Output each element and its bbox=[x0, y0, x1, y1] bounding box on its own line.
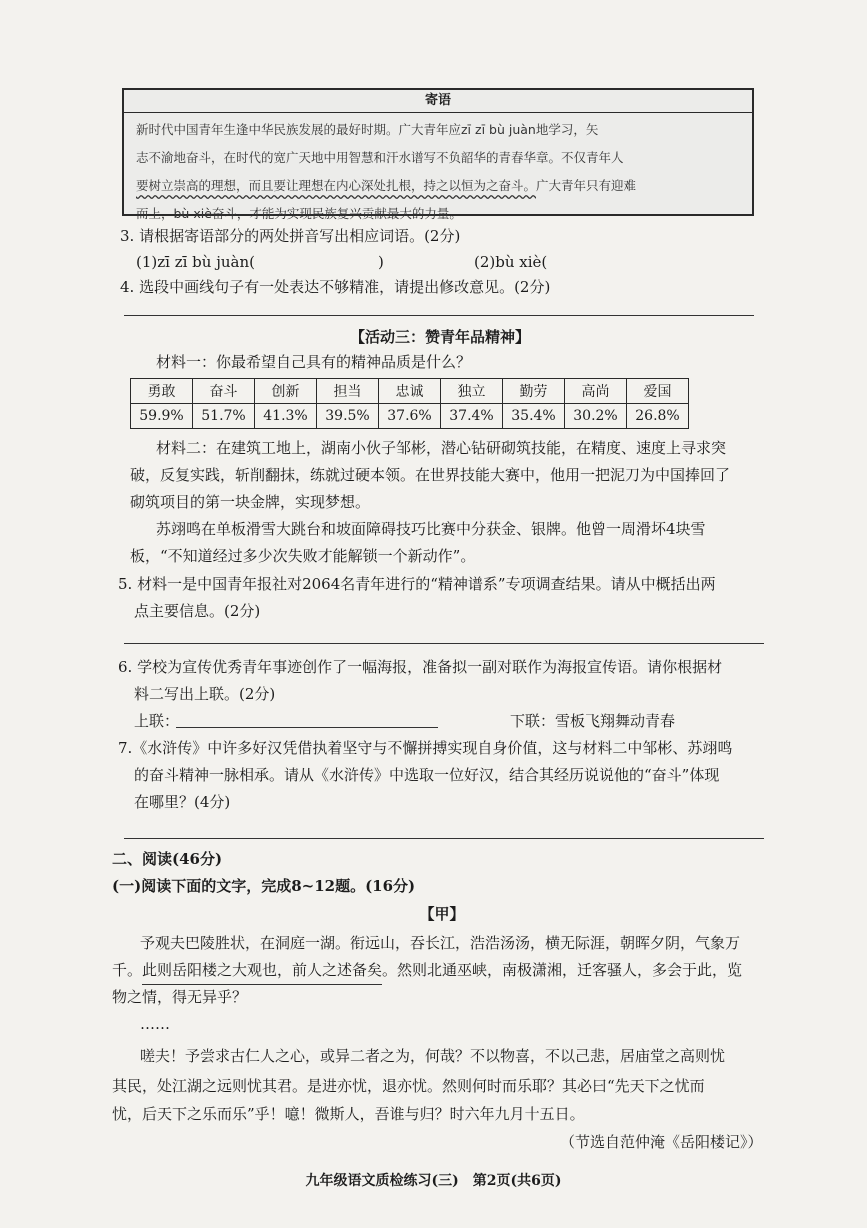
answer-line-q4 bbox=[124, 315, 754, 316]
table-row bbox=[131, 379, 689, 404]
answer-line-q5 bbox=[124, 643, 764, 644]
table-cell: 41.3% bbox=[255, 404, 317, 429]
table-header: 勇敢 bbox=[131, 379, 193, 404]
table-cell: 51.7% bbox=[193, 404, 255, 429]
passage-line-5: 其民，处江湖之远则忧其君。是进亦忧，退亦忧。然则何时而乐耶？其必曰“先天下之忧而 bbox=[112, 1077, 705, 1095]
answer-line-q7 bbox=[124, 838, 764, 839]
message-line-4: 而上，bù xiè奋斗，才能为实现民族复兴贡献最大的力量。 bbox=[136, 206, 462, 221]
material-2-line-2: 破，反复实践，斩削翻抹，练就过硬本领。在世界技能大赛中，他用一把泥刀为中国捧回了 bbox=[130, 466, 731, 484]
question-7-line-1: 7.《水浒传》中许多好汉凭借执着坚守与不懈拼搏实现自身价值，这与材料二中邹彬、苏翊鸣 bbox=[118, 739, 733, 757]
table-cell: 30.2% bbox=[565, 404, 627, 429]
table-cell: 35.4% bbox=[503, 404, 565, 429]
material-2-line-1: 材料二：在建筑工地上，湖南小伙子邹彬，潜心钻研砌筑技能，在精度、速度上寻求突 bbox=[156, 439, 727, 457]
activity-3-title: 【活动三：赞青年品精神】 bbox=[349, 328, 530, 346]
material-2-line-3: 砌筑项目的第一块金牌，实现梦想。 bbox=[130, 493, 371, 511]
question-4: 4. 选段中画线句子有一处表达不够精准，请提出修改意见。(2分) bbox=[120, 278, 551, 296]
table-header: 独立 bbox=[441, 379, 503, 404]
upper-couplet-answer-line bbox=[176, 727, 438, 728]
question-6-line-2: 料二写出上联。(2分) bbox=[134, 685, 276, 703]
table-header: 爱国 bbox=[627, 379, 689, 404]
passage-line-2: 千。此则岳阳楼之大观也，前人之述备矣。然则北通巫峡，南极潇湘，迁客骚人，多会于此，览 bbox=[112, 956, 742, 985]
message-line-3: 要树立崇高的理想，而且要让理想在内心深处扎根，持之以恒为之奋斗。广大青年只有迎难 bbox=[136, 178, 637, 193]
table-cell: 39.5% bbox=[317, 404, 379, 429]
page-footer: 九年级语文质检练习(三) 第2页(共6页) bbox=[305, 1173, 562, 1189]
table-cell: 37.4% bbox=[441, 404, 503, 429]
underlined-sentence: 此则岳阳楼之大观也，前人之述备矣 bbox=[142, 956, 382, 985]
passage-line-6: 忧，后天下之乐而乐”乎！噫！微斯人，吾谁与归？时六年九月十五日。 bbox=[112, 1105, 585, 1123]
underlined-sentence: 要树立崇高的理想，而且要让理想在内心深处扎根，持之以恒为之奋斗。 bbox=[136, 178, 537, 193]
table-header: 担当 bbox=[317, 379, 379, 404]
table-cell: 37.6% bbox=[379, 404, 441, 429]
question-6-line-1: 6. 学校为宣传优秀青年事迹创作了一幅海报，准备拟一副对联作为海报宣传语。请你根据材 bbox=[118, 658, 723, 676]
question-5-line-2: 点主要信息。(2分) bbox=[134, 602, 261, 620]
table-row bbox=[131, 404, 689, 429]
question-3: 3. 请根据寄语部分的两处拼音写出相应词语。(2分) bbox=[120, 227, 461, 245]
table-header: 高尚 bbox=[565, 379, 627, 404]
question-3-part-1: (1)zī zī bù juàn( bbox=[136, 253, 255, 271]
question-3-part-2: (2)bù xiè( bbox=[474, 253, 548, 271]
table-header: 忠诚 bbox=[379, 379, 441, 404]
section-2-title: 二、阅读(46分) bbox=[112, 850, 223, 868]
material-2-line-5: 板，“不知道经过多少次失败才能解锁一个新动作”。 bbox=[130, 547, 476, 565]
question-5-line-1: 5. 材料一是中国青年报社对2064名青年进行的“精神谱系”专项调查结果。请从中概括出两 bbox=[118, 575, 716, 593]
material-1: 材料一：你最希望自己具有的精神品质是什么？ bbox=[156, 353, 472, 371]
passage-ellipsis: …… bbox=[140, 1015, 170, 1033]
table-cell: 59.9% bbox=[131, 404, 193, 429]
survey-table bbox=[130, 378, 689, 429]
message-line-1: 新时代中国青年生逢中华民族发展的最好时期。广大青年应zī zī bù juàn地学习，矢 bbox=[136, 122, 599, 137]
message-line-2: 志不渝地奋斗，在时代的宽广天地中用智慧和汗水谱写不负韶华的青春华章。不仅青年人 bbox=[136, 150, 624, 165]
question-7-line-2: 的奋斗精神一脉相承。请从《水浒传》中选取一位好汉，结合其经历说说他的“奋斗”体现 bbox=[134, 766, 720, 784]
passage-line-1: 予观夫巴陵胜状，在洞庭一湖。衔远山，吞长江，浩浩汤汤，横无际涯，朝晖夕阴，气象万 bbox=[140, 934, 741, 952]
passage-line-4: 嗟夫！予尝求古仁人之心，或异二者之为，何哉？不以物喜，不以己悲，居庙堂之高则忧 bbox=[140, 1047, 726, 1065]
table-header: 勤劳 bbox=[503, 379, 565, 404]
question-3-part-1-close: ) bbox=[378, 253, 384, 271]
passage-line-3: 物之情，得无异乎？ bbox=[112, 988, 248, 1006]
message-box bbox=[122, 88, 754, 221]
message-box-text bbox=[136, 116, 740, 228]
lower-couplet: 下联：雪板飞翔舞动青春 bbox=[510, 712, 676, 730]
upper-couplet-label: 上联： bbox=[134, 712, 180, 730]
message-box-title: 寄语 bbox=[124, 90, 752, 113]
passage-jia-label: 【甲】 bbox=[419, 905, 465, 923]
table-header: 奋斗 bbox=[193, 379, 255, 404]
table-header: 创新 bbox=[255, 379, 317, 404]
section-2-subtitle: (一)阅读下面的文字，完成8~12题。(16分) bbox=[112, 877, 416, 895]
question-7-line-3: 在哪里？(4分) bbox=[134, 793, 231, 811]
passage-source: （节选自范仲淹《岳阳楼记》） bbox=[560, 1133, 763, 1151]
table-cell: 26.8% bbox=[627, 404, 689, 429]
material-2-line-4: 苏翊鸣在单板滑雪大跳台和坡面障碍技巧比赛中分获金、银牌。他曾一周滑坏4块雪 bbox=[156, 520, 706, 538]
